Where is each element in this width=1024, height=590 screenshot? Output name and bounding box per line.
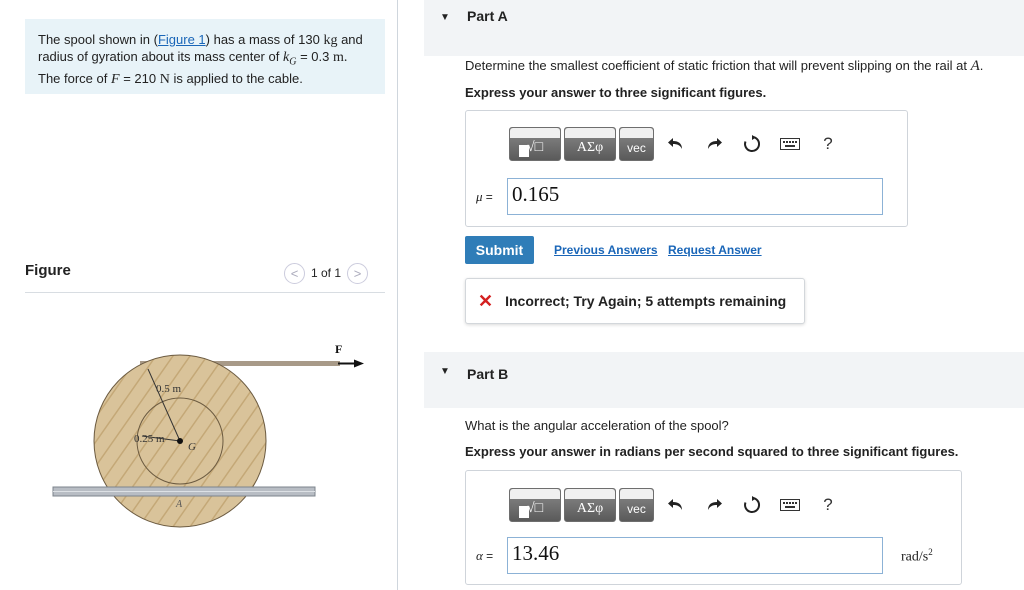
unit-label: rad/$s^2$ (901, 547, 933, 565)
alpha-answer-input[interactable]: 13.46 (507, 537, 883, 574)
part-a-toolbar (509, 127, 847, 161)
center-dot (177, 438, 183, 444)
part-a-instruction: Express your answer to three significant figures. (465, 85, 767, 100)
part-b-toolbar (509, 488, 847, 522)
submit-button[interactable]: Submit (465, 236, 534, 264)
greek-button[interactable]: ΑΣφ (564, 488, 616, 522)
left-pane (0, 0, 398, 590)
part-b-answer-box (465, 470, 962, 585)
help-icon[interactable]: ? (823, 134, 833, 153)
figure-title: Figure (25, 262, 71, 279)
redo-icon[interactable] (695, 127, 733, 161)
reset-icon[interactable] (733, 127, 771, 161)
next-figure-button[interactable]: > (347, 263, 368, 284)
figure-link[interactable]: Figure 1 (157, 32, 206, 47)
center-label: G (188, 441, 196, 453)
part-a-header[interactable] (424, 0, 1024, 56)
feedback-text: Incorrect; Try Again; 5 attempts remaining (505, 293, 787, 309)
greek-button[interactable]: ΑΣφ (564, 127, 616, 161)
prev-figure-button[interactable]: < (284, 263, 305, 284)
vector-button[interactable]: vec (619, 127, 654, 161)
help-icon[interactable]: ? (823, 495, 833, 514)
part-b-label: Part B (467, 366, 509, 382)
mu-answer-input[interactable]: 0.165 (507, 178, 883, 215)
error-icon: ✕ (478, 290, 494, 311)
part-b-question: What is the angular acceleration of the spool? (465, 418, 729, 433)
figure-divider (25, 292, 385, 293)
force-arrowhead (354, 360, 364, 368)
reset-icon[interactable] (733, 488, 771, 522)
templates-button[interactable]: √□ (509, 127, 561, 161)
figure-pager (284, 262, 368, 284)
spool-figure (50, 335, 380, 535)
part-a-answer-row (476, 178, 883, 215)
inner-radius-label: 0.25 m (134, 433, 165, 445)
figure-page-label: 1 of 1 (311, 266, 342, 280)
feedback-message (465, 278, 805, 324)
force-label: F (335, 342, 343, 356)
part-b-header[interactable] (424, 352, 1024, 408)
problem-statement: The spool shown in (Figure 1) has a mass of 130 kg and radius of gyration about its mass center of $k_G = 0.3$ m. The force of F = 210 N is applied to the cable. (25, 19, 385, 94)
part-b-answer-row (476, 537, 883, 574)
keyboard-icon[interactable] (771, 488, 809, 522)
redo-icon[interactable] (695, 488, 733, 522)
vector-button[interactable]: vec (619, 488, 654, 522)
part-a-question: Determine the smallest coefficient of static friction that will prevent slipping on the rail at A. (465, 58, 984, 74)
alpha-label: α = (476, 547, 494, 563)
undo-icon[interactable] (657, 127, 695, 161)
undo-icon[interactable] (657, 488, 695, 522)
outer-radius-label: 0.5 m (156, 383, 182, 395)
part-a-label: Part A (467, 8, 508, 24)
mu-label: μ = (476, 188, 493, 204)
collapse-caret-icon[interactable]: ▼ (440, 366, 450, 377)
pane-divider (397, 0, 398, 590)
keyboard-icon[interactable] (771, 127, 809, 161)
previous-answers-link[interactable]: Previous Answers (554, 243, 658, 257)
contact-label: A (176, 499, 183, 510)
part-a-answer-box (465, 110, 908, 227)
templates-button[interactable]: √□ (509, 488, 561, 522)
collapse-caret-icon[interactable]: ▼ (440, 12, 450, 23)
part-b-instruction: Express your answer in radians per second squared to three significant figures. (465, 444, 959, 459)
request-answer-link[interactable]: Request Answer (668, 243, 762, 257)
